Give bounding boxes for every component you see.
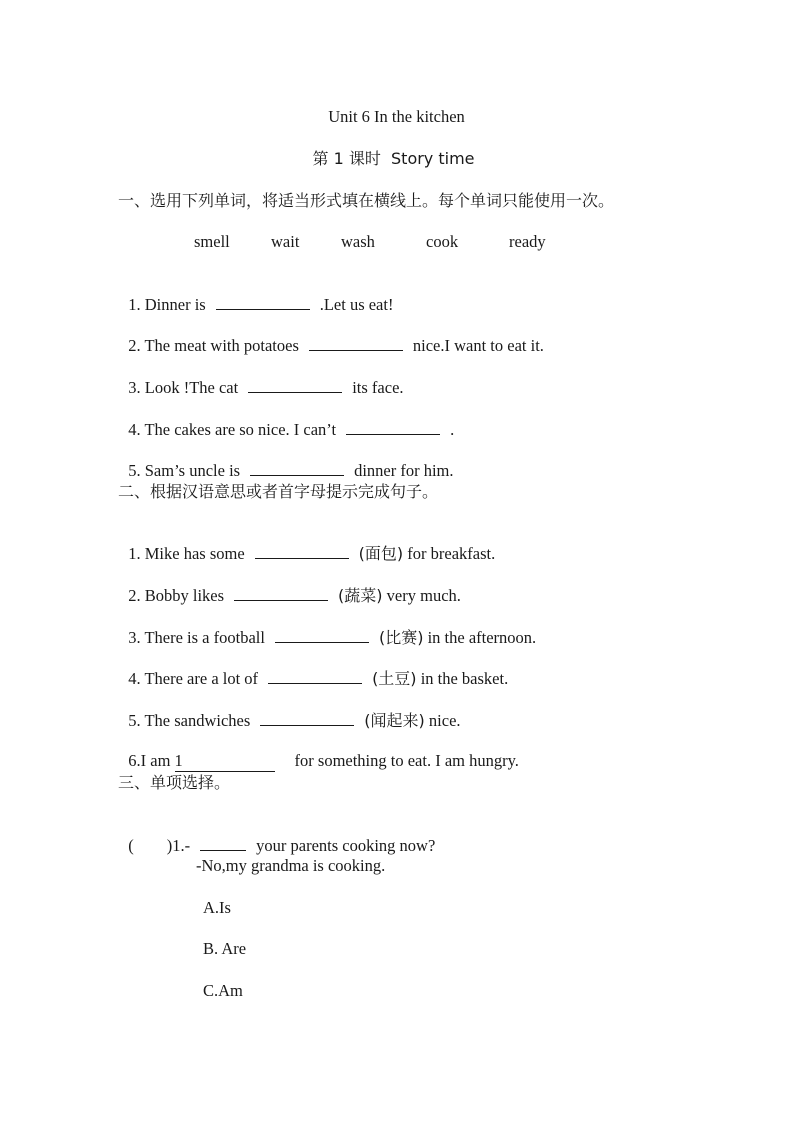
chinese-hint: (闻起来) [364,711,425,730]
chinese-hint: (土豆) [372,669,417,688]
answer-blank[interactable] [275,627,369,643]
item-text-before: 5. Sam’s uncle is [128,461,241,480]
word-bank-item: cook [426,232,459,251]
section1-item [120,399,454,440]
section1-heading: 一、选用下列单词，将适当形式填在横线上。每个单词只能使用一次。 [118,191,615,210]
item-text-after: its face. [352,378,404,397]
question-number: 1.- [172,836,191,855]
section2-item [120,690,461,731]
answer-blank[interactable] [268,668,362,684]
word-bank-item: smell [194,232,230,251]
option-c[interactable]: C.Am [203,981,243,1000]
section2-item [120,565,461,606]
answer-blank[interactable] [216,294,310,310]
word-bank [0,232,793,252]
item-text-after: for something to eat. I am hungry. [294,751,519,770]
item-text-before: 5. The sandwiches [128,711,251,730]
section2-heading: 二、根据汉语意思或者首字母提示完成句子。 [118,482,439,501]
mc-question [120,815,435,856]
item-text-after: in the afternoon. [427,628,537,647]
answer-paren[interactable]: ( ) [128,836,173,855]
chinese-hint: (面包) [358,544,404,563]
item-text-before: 6.I am [128,751,175,770]
item-text-before: 2. Bobby likes [128,586,225,605]
item-text-before: 3. Look !The cat [128,378,239,397]
section2-item [120,648,508,689]
item-text-after: . [450,420,455,439]
question-text: your parents cooking now? [256,836,436,855]
item-text-after: in the basket. [420,669,509,688]
item-text-after: dinner for him. [354,461,454,480]
item-text-before: 4. The cakes are so nice. I can’t [128,420,337,439]
answer-blank[interactable] [248,377,342,393]
answer-blank[interactable] [250,460,344,476]
word-bank-item: wash [341,232,375,251]
section2-item [120,607,536,648]
question-reply: -No,my grandma is cooking. [196,856,386,875]
item-text-after: very much. [386,586,461,605]
word-bank-item: wait [271,232,300,251]
section1-item [120,315,544,356]
item-text-after: nice. [428,711,461,730]
section2-item [120,731,519,772]
chinese-hint: (蔬菜) [338,586,383,605]
answer-blank[interactable] [234,585,328,601]
option-b[interactable]: B. Are [203,939,247,958]
section2-item [120,523,495,564]
answer-blank[interactable] [260,710,354,726]
item-text-before: 3. There is a football [128,628,265,647]
page-title: Unit 6 In the kitchen [328,107,465,126]
section1-item [120,274,393,315]
item-text-before: 1. Dinner is [128,295,206,314]
chinese-hint: (比赛) [378,628,424,647]
answer-blank[interactable] [346,419,440,435]
answer-blank[interactable] [200,835,246,851]
section1-item [120,357,404,398]
item-text-after: .Let us eat! [319,295,394,314]
item-text-before: 4. There are a lot of [128,669,259,688]
item-text-before: 1. Mike has some [128,544,245,563]
answer-blank[interactable] [309,335,403,351]
word-bank-item: ready [509,232,546,251]
answer-blank[interactable]: 1 [175,751,275,772]
answer-blank[interactable] [255,543,349,559]
item-text-after: for breakfast. [407,544,496,563]
item-text-after: nice.I want to eat it. [412,336,544,355]
section3-heading: 三、单项选择。 [118,773,231,792]
item-text-before: 2. The meat with potatoes [128,336,299,355]
subtitle-text: 第 1 课时 Story time [312,149,475,168]
option-a[interactable]: A.Is [203,898,231,917]
section1-item [120,440,454,481]
page-subtitle [0,149,790,169]
